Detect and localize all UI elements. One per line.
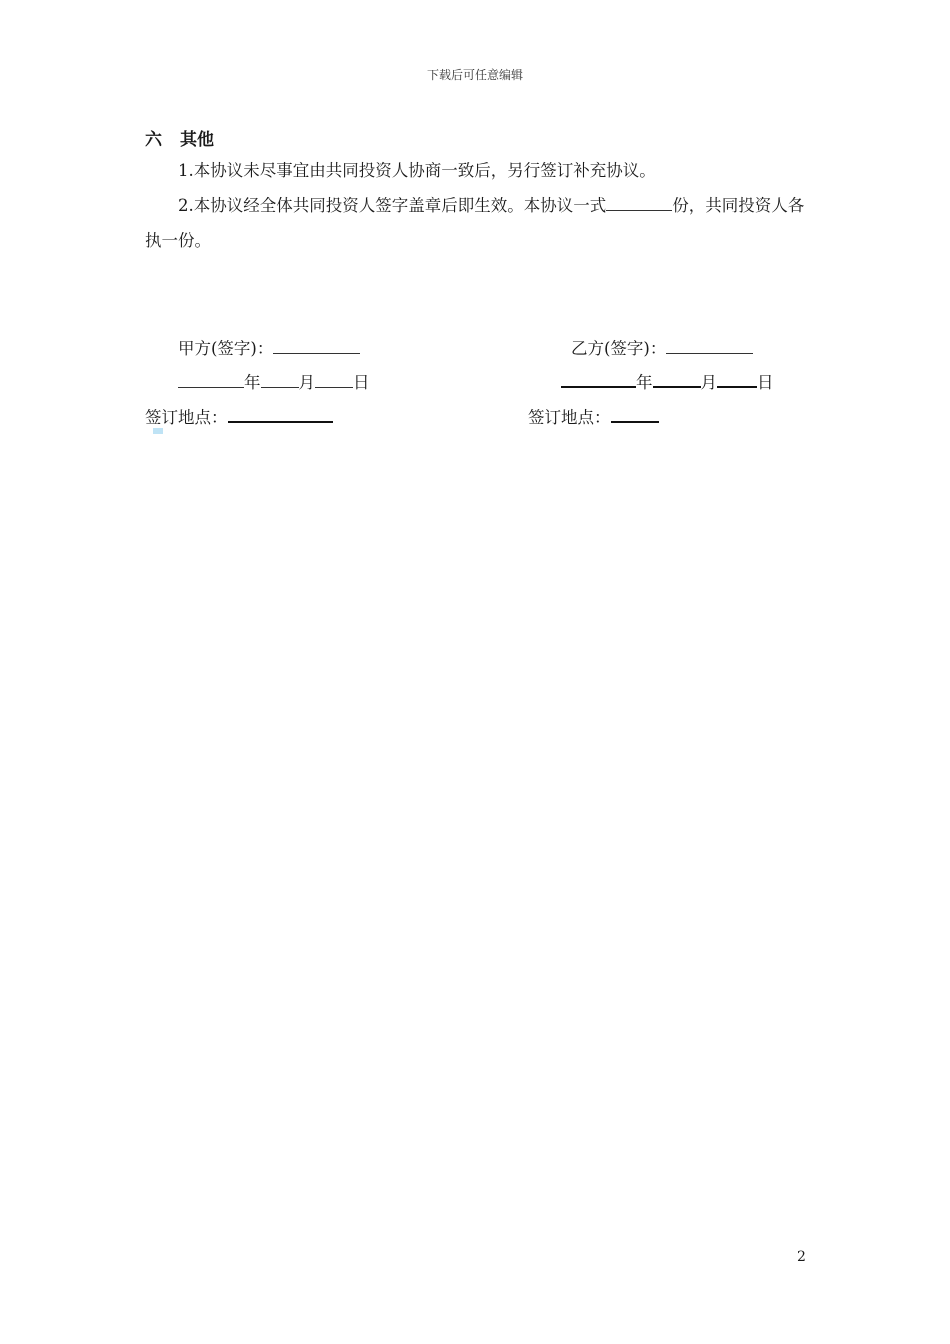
party-a-year-blank[interactable] <box>178 371 244 389</box>
party-b-day-blank[interactable] <box>717 370 757 389</box>
party-a-day-blank[interactable] <box>315 371 353 389</box>
section-number: 六 <box>145 130 162 150</box>
party-b-day-label: 日 <box>757 373 774 392</box>
party-b-signature-line <box>571 335 753 359</box>
party-a-month-blank[interactable] <box>261 371 299 389</box>
party-b-year-blank[interactable] <box>561 370 636 389</box>
party-a-signature-blank[interactable] <box>273 337 360 355</box>
party-a-label: 甲方(签字)： <box>178 339 274 358</box>
party-b-place-blank[interactable] <box>611 405 659 424</box>
party-a-date-line <box>178 369 370 393</box>
page-number: 2 <box>797 1249 806 1265</box>
clause-2-text-after: 份，共同投资人各执一份。 <box>145 196 805 250</box>
party-a-place-line <box>145 404 333 428</box>
clause-1 <box>145 153 810 188</box>
party-b-place-line <box>528 404 659 428</box>
party-b-place-label: 签订地点： <box>528 408 611 427</box>
section-title: 其他 <box>180 130 214 150</box>
page-header: 下载后可任意编辑 <box>426 68 523 82</box>
party-a-signature-line <box>178 335 360 359</box>
party-b-month-label: 月 <box>700 373 717 392</box>
party-b-month-blank[interactable] <box>653 370 701 389</box>
clause-1-text: 1.本协议未尽事宜由共同投资人协商一致后，另行签订补充协议。 <box>178 161 656 180</box>
party-b-label: 乙方(签字)： <box>571 339 667 358</box>
clause-2-text-before: 2.本协议经全体共同投资人签字盖章后即生效。本协议一式 <box>178 196 607 215</box>
party-a-place-label: 签订地点： <box>145 408 228 427</box>
clause-2 <box>145 188 810 258</box>
text-cursor-marker <box>153 428 163 434</box>
section-heading <box>145 125 214 150</box>
party-a-year-label: 年 <box>244 373 261 392</box>
party-b-year-label: 年 <box>636 373 653 392</box>
party-a-place-blank[interactable] <box>228 405 333 424</box>
party-a-month-label: 月 <box>298 373 315 392</box>
party-a-day-label: 日 <box>353 373 370 392</box>
party-b-date-line <box>561 369 774 393</box>
copies-blank[interactable] <box>606 194 672 212</box>
party-b-signature-blank[interactable] <box>666 337 753 355</box>
